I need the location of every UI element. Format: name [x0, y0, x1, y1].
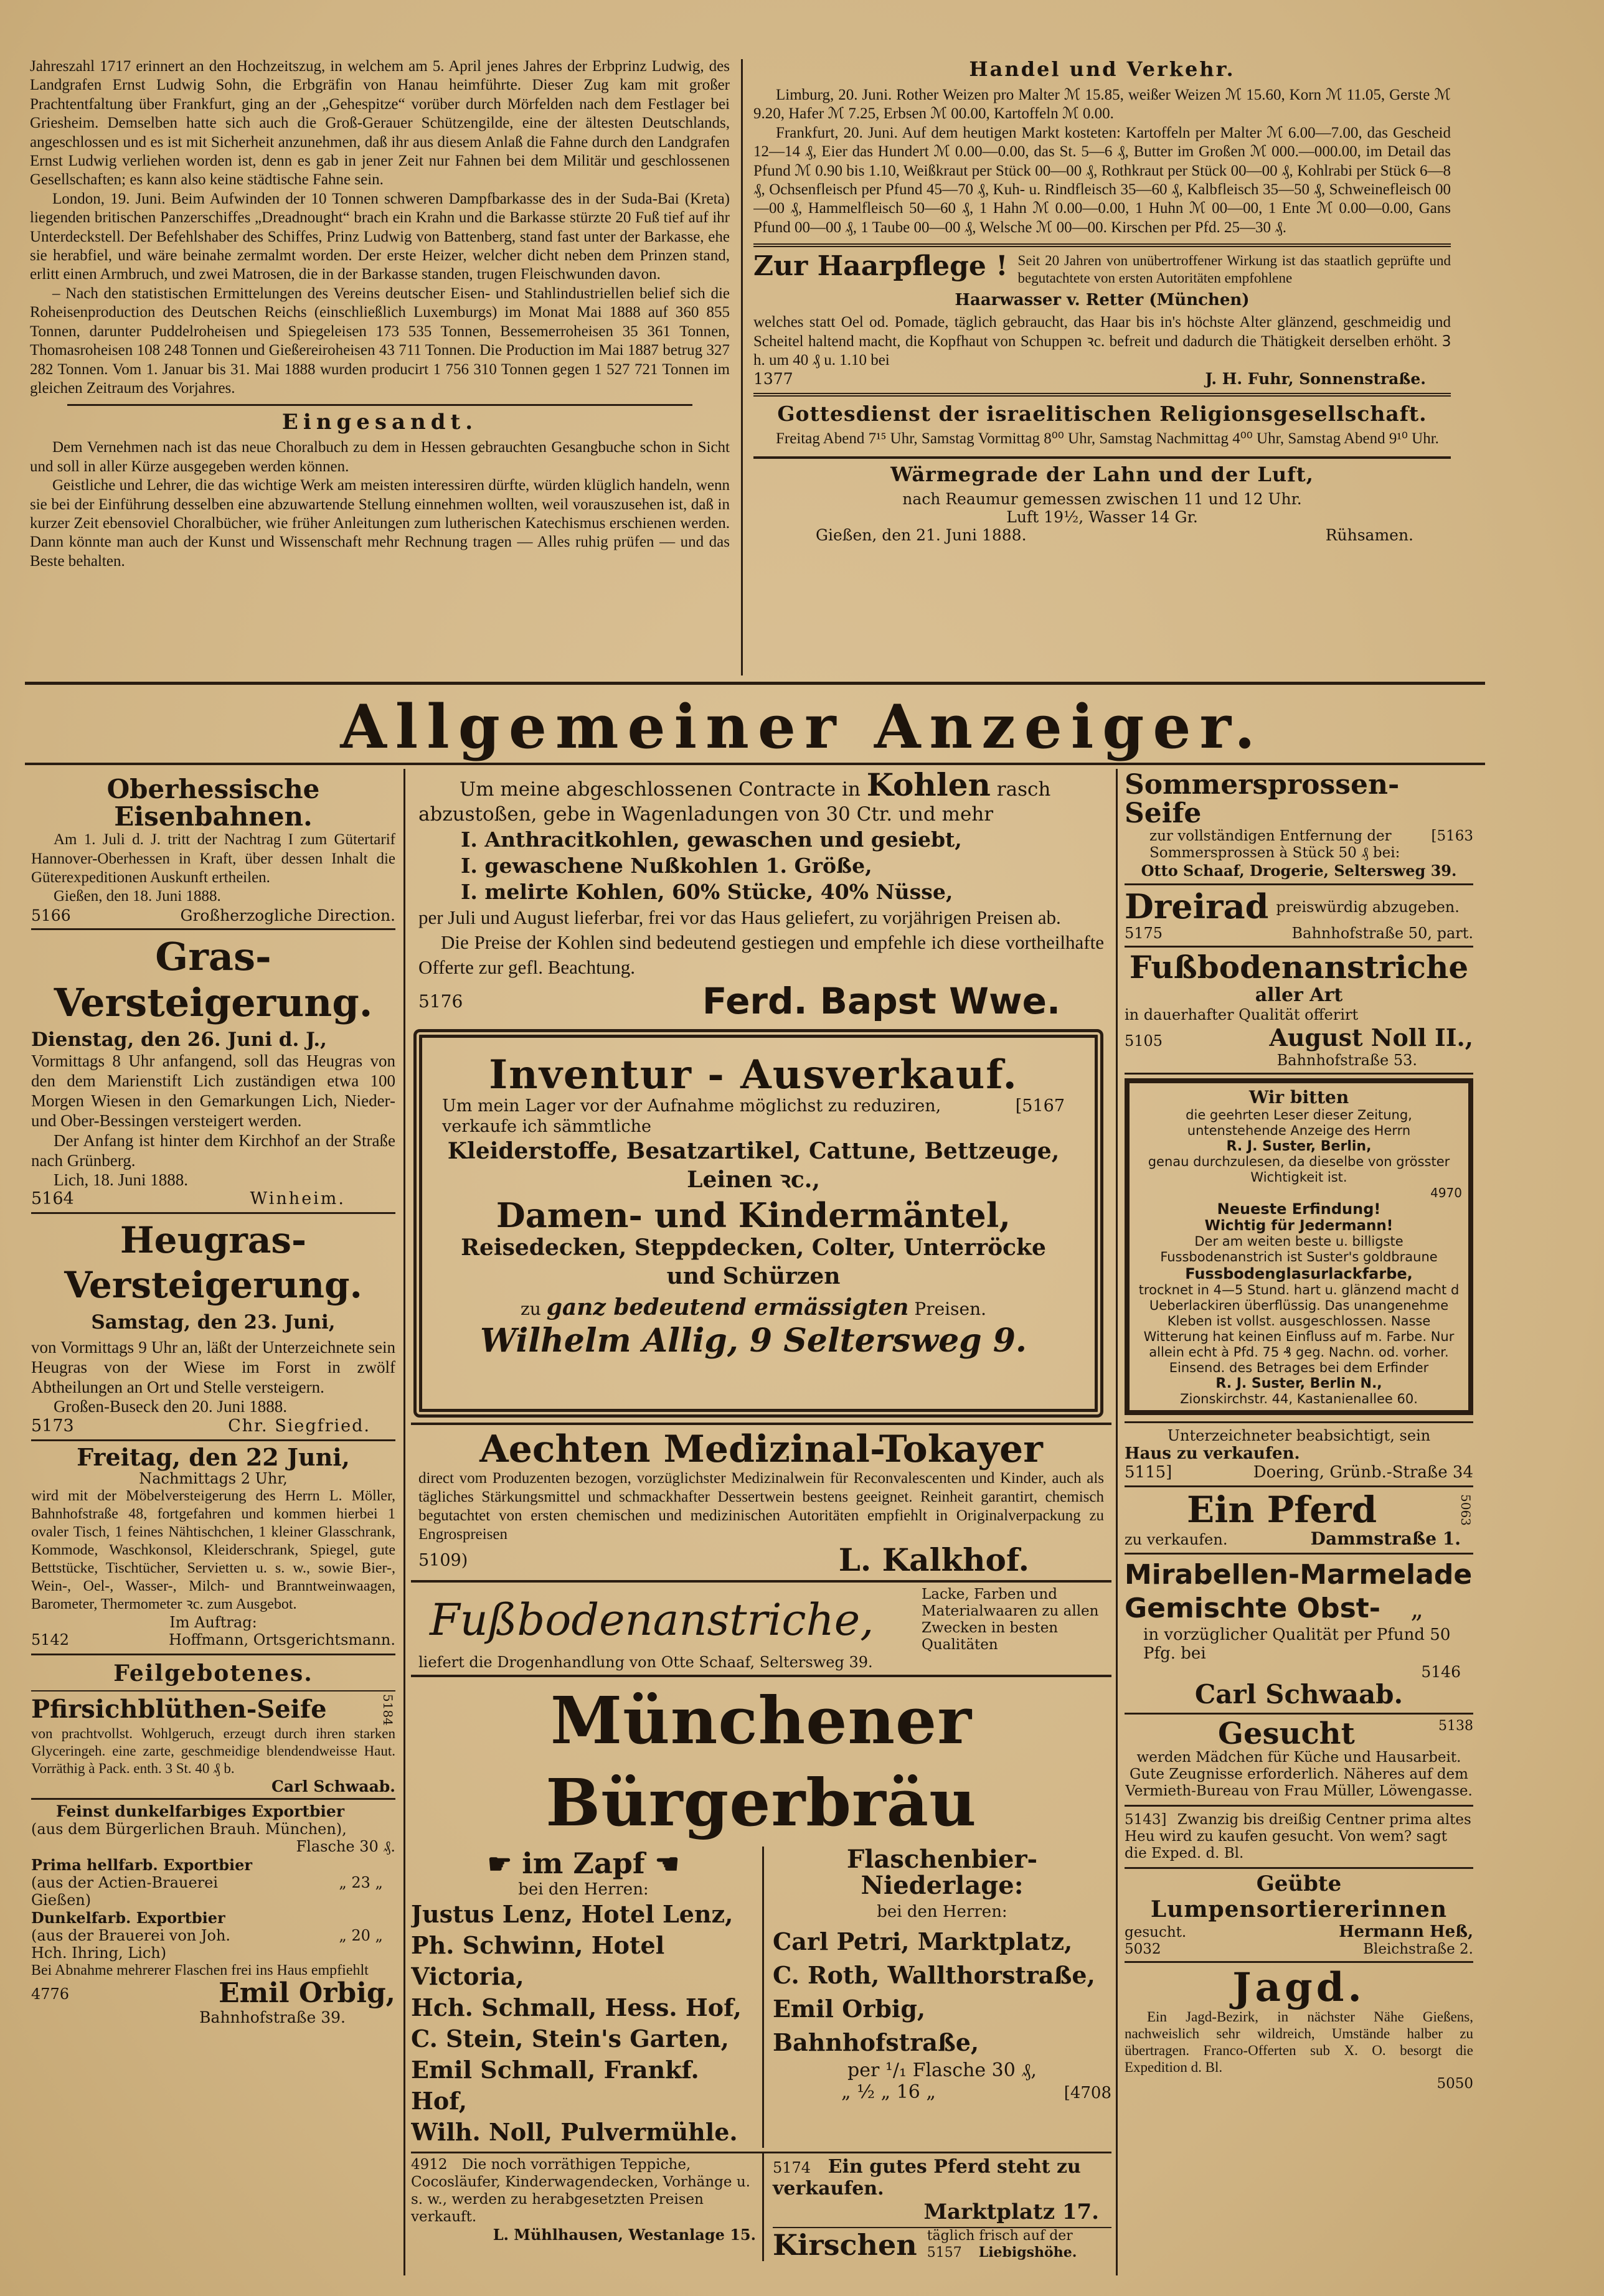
suster-text2: genau durchzulesen, da dieselbe von grösster Wichtigkeit ist.: [1148, 1154, 1450, 1185]
exportbier-item2b: (aus der Actien-Brauerei Gießen): [31, 1874, 219, 1909]
waermegrade-line1: nach Reaumur gemessen zwischen 11 und 12 Uhr.: [902, 489, 1302, 508]
gras-lead: Dienstag, den 26. Juni d. J.,: [31, 1028, 327, 1051]
eisenbahn-number: 5166: [31, 906, 71, 925]
handel-limburg: Limburg, 20. Juni. Rother Weizen pro Malter ℳ 15.85, weißer Weizen ℳ 15.60, Korn ℳ 11.05, Gerste ℳ 9.20, Hafer ℳ 7.25, Erbsen ℳ 00.00, Kartoffeln ℳ 0.00.: [753, 87, 1451, 123]
gesucht-text: werden Mädchen für Küche und Hausarbeit. Gute Zeugnisse erforderlich. Näheres auf dem Vermieth-Bureau von Frau Müller, Löwengasse.: [1125, 1749, 1473, 1799]
fussboden2-number: 5105: [1125, 1032, 1163, 1050]
eisenbahn-text: Am 1. Juli d. J. tritt der Nachtrag I zum Gütertarif Hannover-Oberhessen in Kraft, über dessen Inhalt die Güterexpeditionen Auskunft ertheilen.: [31, 831, 395, 886]
jagd-number: 5050: [1437, 2076, 1473, 2092]
pfirsich-seller: Carl Schwaab.: [271, 1777, 395, 1796]
gesucht-number: 5138: [1438, 1718, 1473, 1734]
kirschen-text: täglich frisch auf der: [927, 2228, 1073, 2244]
heugras-text: von Vormittags 9 Uhr an, läßt der Unterzeichnete sein Heugras von der Wiese im Forst in zwölf Abtheilungen an Ort und Stelle versteigern.: [31, 1338, 395, 1397]
mirabellen-title1: Mirabellen-Marmelade: [1125, 1559, 1473, 1591]
freitag-signature: Hoffmann, Ortsgerichtsmann.: [169, 1630, 395, 1649]
haarwasser-name: Haarwasser v. Retter (München): [955, 291, 1250, 310]
exportbier-note: Bei Abnahme mehrerer Flaschen frei ins Haus empfiehlt: [31, 1962, 369, 1979]
lumpen-title1: Geübte: [1256, 1871, 1342, 1896]
exportbier-price1: Flasche 30 ₰.: [296, 1838, 395, 1856]
inventur-price-pre: zu: [521, 1298, 541, 1319]
top-right-column: [753, 57, 1451, 674]
zapf-title: im Zapf: [522, 1847, 645, 1881]
haarwasser-seller: J. H. Fuhr, Sonnenstraße.: [1205, 370, 1426, 388]
inventur-price: ganz bedeutend ermässigten: [546, 1294, 909, 1320]
eingesandt-p1: Dem Vernehmen nach ist das neue Choralbuch zu dem in Hessen gebrauchten Gesangbuche schon in Sicht und soll in aller Kürze ausgegeben werden können.: [30, 439, 730, 475]
gras-date: Lich, 18. Juni 1888.: [54, 1170, 188, 1189]
zapf-item-5: Emil Schmall, Frankf. Hof,: [411, 2056, 699, 2115]
flaschenbier-item-2: C. Roth, Wallthorstraße,: [772, 1961, 1095, 1990]
heugras-number: 5173: [31, 1416, 74, 1436]
mirabellen-title2: Gemischte Obst-: [1125, 1593, 1381, 1625]
top-column-divider: [741, 59, 743, 675]
freitag-number: 5142: [31, 1630, 70, 1649]
tokayer-seller: L. Kalkhof.: [838, 1541, 1029, 1578]
left-column: [31, 772, 395, 2279]
sommersprossen-title: Sommersprossen-Seife: [1125, 771, 1400, 830]
kirschen-number: 5157: [927, 2245, 962, 2261]
eisenbahn-title: Oberhessische Eisenbahnen.: [106, 774, 320, 832]
tokayer-number: 5109): [418, 1550, 468, 1570]
fussboden2-seller: August Noll II.,: [1269, 1023, 1473, 1052]
article-roheisen: – Nach den statistischen Ermittelungen des Vereins deutscher Eisen- und Stahlindustriellen belief sich die Roheisenproduction des Deutschen Reichs (einschließlich Luxemburgs) im Monat Mai 1888 auf 360 855 Tonnen, darunter Puddelroheisen und Spiegeleisen 173 535 Tonnen, Bessemerroheisen 35 361 Tonnen, Thomasroheisen 108 248 Tonnen und Gießereiroheisen 43 711 Tonnen. Die Production im Mai 1887 betrug 327 282 Tonnen. Vom 1. Januar bis 31. Mai 1888 wurden producirt 1 756 310 Tonnen gegen 1 527 721 Tonnen im gleichen Zeitraum des Vorjahres.: [30, 285, 730, 397]
haarwasser-number: 1377: [753, 370, 793, 388]
suster-number: 4970: [1430, 1185, 1462, 1200]
kohlen-text2: Die Preise der Kohlen sind bedeutend gestiegen und empfehle ich diese vortheilhafte Offerte zur gefl. Beachtung.: [418, 931, 1104, 978]
buergerbraeu-title: Münchener Bürgerbräu: [545, 1682, 977, 1842]
heugras-date: Großen-Buseck den 20. Juni 1888.: [54, 1397, 287, 1416]
haus-text: Unterzeichneter beabsichtigt, sein: [1167, 1426, 1431, 1444]
lumpen-number: 5032: [1125, 1941, 1161, 1957]
waermegrade-heading: Wärmegrade der Lahn und der Luft,: [890, 462, 1314, 486]
kohlen-item2: I. gewaschene Nußkohlen 1. Größe,: [461, 854, 872, 878]
eingesandt-heading: Eingesandt.: [281, 410, 478, 435]
mirabellen-number: 5146: [1421, 1663, 1461, 1682]
fussboden-line: liefert die Drogenhandlung von Otte Schaaf, Seltersweg 39.: [418, 1654, 873, 1672]
heugras-signature: Chr. Siegfried.: [228, 1416, 370, 1436]
fussboden-script-title: Fußbodenanstriche,: [430, 1594, 874, 1646]
dreirad-number: 5175: [1125, 925, 1163, 943]
zapf-subtitle: bei den Herren:: [518, 1880, 649, 1899]
haarwasser-text: welches statt Oel od. Pomade, täglich gebraucht, das Haar bis in's höchste Alter glänzend, geschmeidig und Scheitel haltend macht, die Kopfhaut von Schuppen ꝛc. befreit und dadurch die Thätigkeit derselben erhöht. Ꝫ h. um 40 ₰ u. 1.10 bei: [753, 314, 1451, 369]
inventur-title: Inventur - Ausverkauf.: [489, 1051, 1018, 1098]
zapf-item-1: Justus Lenz, Hotel Lenz,: [411, 1900, 734, 1929]
gras-text2: Der Anfang ist hinter dem Kirchhof an der Straße nach Grünberg.: [31, 1131, 395, 1170]
fussboden2-address: Bahnhofstraße 53.: [1276, 1051, 1417, 1069]
suster-text4: trocknet in 4—5 Stund. hart u. glänzend macht d Ueberlackiren überflüssig. Das unangenehme Kleben ist vollst. ausgeschlossen. Nasse Witterung hat keinen Einfluss auf m. Farbe. Nur allein echt à Pfd. 75 ₰ geg. Nachn. od. vorher. Einsend. des Betrages bei dem Erfinder: [1138, 1282, 1460, 1375]
suster-wichtig: Wichtig für Jedermann!: [1204, 1217, 1394, 1234]
kohlen-text: per Juli und August lieferbar, frei vor das Haus geliefert, zu vorjährigen Preisen ab.: [418, 906, 1061, 928]
right-column: [1125, 771, 1473, 2280]
zapf-item-4: C. Stein, Stein's Garten,: [411, 2025, 729, 2053]
flaschenbier-item-1: Carl Petri, Marktplatz,: [772, 1927, 1073, 1956]
suster-seller: R. J. Suster, Berlin N.,: [1215, 1375, 1382, 1391]
inventur-maentel: Damen- und Kindermäntel,: [496, 1195, 1011, 1236]
exportbier-number: 4776: [31, 1985, 70, 2003]
masthead-rule-bottom: [25, 763, 1485, 765]
exportbier-price2: „ 23 „: [339, 1874, 383, 1892]
flaschenbier-price2: „ ½ „ 16 „: [841, 2081, 936, 2104]
lumpen-seller: Hermann Heß,: [1339, 1922, 1473, 1941]
jagd-title: Jagd.: [1232, 1964, 1366, 2011]
flaschenbier-subtitle: bei den Herren:: [877, 1903, 1007, 1922]
waermegrade-name: Rühsamen.: [1325, 525, 1413, 544]
pferd2-text: zu verkaufen.: [1125, 1531, 1228, 1549]
pfirsich-title: Pfirsichblüthen-Seife: [31, 1694, 327, 1724]
pferd2-title: Ein Pferd: [1187, 1488, 1377, 1531]
top-left-column: [30, 57, 730, 670]
suster-text1: die geehrten Leser dieser Zeitung, untenstehende Anzeige des Herrn: [1186, 1107, 1412, 1138]
suster-new: Neueste Erfindung!: [1217, 1200, 1381, 1218]
teppich-number: 4912: [411, 2157, 448, 2173]
sommersprossen-number: [5163: [1431, 828, 1473, 845]
haus-bold: Haus zu verkaufen.: [1125, 1444, 1300, 1463]
gesucht-title: Gesucht: [1218, 1716, 1355, 1751]
pointing-hand-left-icon: ☚: [654, 1848, 680, 1881]
kohlen-intro2: rasch abzustoßen, gebe in Wagenladungen von 30 Ctr. und mehr: [418, 778, 1051, 826]
mirabellen-quote: „: [1410, 1595, 1423, 1624]
gras-text: Vormittags 8 Uhr anfangend, soll das Heugras von den dem Marienstift Lich zuständigen etwa 100 Morgen Wiesen in den Gemarkungen Lich, Nieder- und Ober-Bessingen versteigert werden.: [31, 1051, 395, 1130]
pferd-address: Marktplatz 17.: [923, 2200, 1099, 2225]
suster-product: Fussbodenglasurlackfarbe,: [1185, 1264, 1413, 1282]
article-london: London, 19. Juni. Beim Aufwinden der 10 Tonnen schweren Dampfbarkasse des in der Suda-Bai (Kreta) liegenden britischen Panzerschiffes „Dreadnought“ brach ein Krahn und die Barkasse stürzte 20 Fuß tief auf ihr Unterdeckstell. Der Befehlshaber des Schiffes, Prinz Ludwig von Battenberg, stand fast unter der Barkasse, ehe sie herabfiel, und wäre beinahe zermalmt worden. Der erste Heizer, welcher dicht neben dem Prinzen stand, erlitt einen Armbruch, und zwei Matrosen, die in der Barkasse standen, trugen Fleischwunden davon.: [30, 190, 730, 283]
suster-address: Zionskirchstr. 44, Kastanienallee 60.: [1180, 1391, 1418, 1406]
article-hochzeitszug: Jahreszahl 1717 erinnert an den Hochzeitszug, in welchem am 5. April jenes Jahres der Erbprinz Ludwig, des Landgrafen Ernst Ludwig Sohn, die Erbgräfin von Hanau heimführte. Dieser Zug kam mit großer Prachtentfaltung über Frankfurt, ging an der „Gehespitze“ vorüber durch Mörfelden nach dem Festlager bei Griesheim. Demselben hatte sich auch die Groß-Gerauer Schützengilde, eine der ältesten Deutschlands, angeschlossen und es ist mit Sicherheit anzunehmen, daß ihr aus diesem Anlaß die Fahne durch den Landgrafen Ernst Ludwig verliehen worden ist, denn es gab in jener Zeit nur Fahnen bei dem Militär und geschlossenen Gesellschaften; es kann also keine städtische Fahne sein.: [30, 58, 730, 189]
pfirsich-text: von prachtvollst. Wohlgeruch, erzeugt durch ihren starken Glyceringeh. eine zarte, geschmeidige blendendweisse Haut. Vorräthig à Pack. enth. 3 St. 40 ₰ b.: [31, 1726, 395, 1777]
teppich-seller: L. Mühlhausen, Westanlage 15.: [493, 2226, 756, 2244]
mirabellen-text: in vorzüglicher Qualität per Pfund 50 Pfg. bei: [1143, 1626, 1451, 1663]
freitag-title: Freitag, den 22 Juni,: [77, 1442, 350, 1471]
gottesdienst-text: Freitag Abend 7¹⁵ Uhr, Samstag Vormittag 8⁰⁰ Uhr, Samstag Nachmittag 4⁰⁰ Uhr, Samstag Abend 9¹⁰ Uhr.: [776, 430, 1439, 448]
kohlen-word: Kohlen: [866, 769, 991, 803]
exportbier-item3b: (aus der Brauerei von Joh. Hch. Ihring, Lich): [31, 1927, 231, 1962]
eisenbahn-signature: Großherzogliche Direction.: [180, 906, 395, 925]
exportbier-seller: Emil Orbig,: [219, 1977, 395, 2010]
jagd-text: Ein Jagd-Bezirk, in nächster Nähe Gießens, nachweislich sehr wildreich, Umstände halber zu übertragen. Franco-Offerten sub X. O. besorgt die Expedition d. Bl.: [1125, 2009, 1473, 2076]
left-column-divider: [403, 769, 405, 2275]
inventur-price-post: Preisen.: [914, 1298, 986, 1319]
lumpen-title2: Lumpensortiererinnen: [1150, 1896, 1448, 1922]
heugras-title: Heugras-Versteigerung.: [64, 1219, 362, 1307]
heu2-number: 5143]: [1125, 1811, 1167, 1828]
suster-box: [1125, 1078, 1473, 1415]
gras-title: Gras-Versteigerung.: [54, 933, 373, 1025]
kohlen-number: 5176: [418, 990, 463, 1012]
flaschenbier-title: Flaschenbier-Niederlage:: [846, 1845, 1038, 1901]
flaschenbier-price1: per ¹/₁ Flasche 30 ₰,: [847, 2059, 1037, 2082]
handel-heading: Handel und Verkehr.: [969, 57, 1235, 81]
dreirad-text: preiswürdig abzugeben.: [1276, 898, 1460, 916]
inventur-items2: Reisedecken, Steppdecken, Colter, Unterröcke und Schürzen: [461, 1234, 1046, 1289]
kohlen-item3: I. melirte Kohlen, 60% Stücke, 40% Nüsse,: [461, 880, 953, 904]
waermegrade-date: Gießen, den 21. Juni 1888.: [816, 525, 1027, 544]
zapf-item-2: Ph. Schwinn, Hotel Victoria,: [411, 1931, 665, 1991]
sommersprossen-text: zur vollständigen Entfernung der Sommersprossen à Stück 50 ₰ bei:: [1149, 828, 1400, 862]
suster-name: R. J. Suster, Berlin,: [1226, 1138, 1372, 1154]
pferd2-number: 5063: [1458, 1494, 1473, 1526]
gras-number: 5164: [31, 1189, 74, 1209]
exportbier-item3: Dunkelfarb. Exportbier: [31, 1909, 225, 1927]
eingesandt-p2: Geistliche und Lehrer, die das wichtige Werk am meisten interessiren dürfte, würden klüglich handeln, wenn sie bei der Einführung desselben eine abzuwartende Stellung einnehmen wollten, weil vorauszusehen ist, daß in kurzer Zeit ebensoviel Choralbücher, wie früher Anleitungen zum lutherischen Katechismus erschienen werden. Dann könnte man auch der Kunst und Wissenschaft mehr Rechnung tragen — Alles ruhig prüfen — und das Beste behalten.: [30, 477, 730, 570]
haarpflege-side: Seit 20 Jahren von unübertroffener Wirkung ist das staatlich geprüfte und begutachtete von ersten Autoritäten empfohlene: [1017, 253, 1451, 286]
waermegrade-line2: Luft 19½, Wasser 14 Gr.: [1006, 507, 1198, 526]
exportbier-address: Bahnhofstraße 39.: [199, 2008, 346, 2026]
kohlen-seller: Ferd. Bapst Wwe.: [702, 980, 1060, 1022]
gras-signature: Winheim.: [250, 1189, 346, 1209]
lumpen-gesucht: gesucht.: [1125, 1924, 1187, 1941]
zapf-item-3: Hch. Schmall, Hess. Hof,: [411, 1993, 742, 2022]
eisenbahn-date: Gießen, den 18. Juni 1888.: [54, 888, 221, 905]
freitag-auftrag: Im Auftrag:: [169, 1613, 257, 1631]
exportbier-title: Feinst dunkelfarbiges Exportbier: [56, 1802, 345, 1821]
kirschen-title: Kirschen: [772, 2228, 917, 2262]
kirschen-address: Liebigshöhe.: [978, 2244, 1077, 2261]
dreirad-address: Bahnhofstraße 50, part.: [1291, 925, 1473, 943]
inventur-text: Um mein Lager vor der Aufnahme möglichst zu reduziren, verkaufe ich sämmtliche: [442, 1096, 941, 1137]
haarpflege-title: Zur Haarpflege !: [753, 250, 1008, 283]
fussboden2-sub: aller Art: [1255, 984, 1343, 1006]
suster-heading: Wir bitten: [1248, 1086, 1349, 1108]
pointing-hand-right-icon: ☛: [487, 1848, 512, 1881]
freitag-text: wird mit der Möbelversteigerung des Herrn L. Möller, Bahnhofstraße 48, fortgefahren und kommen hierbei 1 ovaler Tisch, 1 feines Nähtischchen, 1 kleiner Glasschrank, Kommode, Waschkonsol, Kleiderschrank, Spiegel, gute Bettstücke, Tischtücher, Servietten u. s. w., sowie Bier-, Wein-, Oel-, Wasser-, Milch- und Branntweinwaagen, Barometer, Thermometer ꝛc. zum Ausgebot.: [31, 1487, 395, 1612]
exportbier-price3: „ 20 „: [339, 1927, 383, 1945]
masthead-title: Allgemeiner Anzeiger.: [340, 692, 1264, 762]
masthead-rule-top: [25, 682, 1485, 685]
dreirad-title: Dreirad: [1125, 887, 1269, 927]
tokayer-title: Aechten Medizinal-Tokayer: [479, 1427, 1043, 1471]
tokayer-text: direct vom Produzenten bezogen, vorzüglichster Medizinalwein für Reconvalescenten und Kinder, auch als tägliches Stärkungsmittel und schmackhafter Dessertwein bestens geeignet. Reinheit garantirt, chemisch begutachtet von ersten chemischen und medizinischen Autoritäten empfiehlt in Originalverpackung zu Engrospreisen: [418, 1469, 1104, 1543]
flaschenbier-number: [4708: [1064, 2084, 1111, 2103]
pferd2-address: Dammstraße 1.: [1310, 1528, 1461, 1550]
kohlen-item1: I. Anthracitkohlen, gewaschen und gesiebt,: [461, 827, 962, 852]
haus-number: 5115]: [1125, 1462, 1172, 1482]
exportbier-item2: Prima hellfarb. Exportbier: [31, 1856, 253, 1875]
haus-seller: Doering, Grünb.-Straße 34: [1253, 1462, 1473, 1482]
inventur-items: Kleiderstoffe, Besatzartikel, Cattune, Bettzeuge, Leinen ꝛc.,: [447, 1138, 1060, 1193]
fussboden-side: Lacke, Farben und Materialwaaren zu allen Zwecken in besten Qualitäten: [922, 1586, 1099, 1654]
middle-column: [411, 769, 1111, 2282]
inventur-number: [5167: [1015, 1096, 1065, 1116]
mirabellen-seller: Carl Schwaab.: [1194, 1679, 1404, 1710]
flaschenbier-item-3: Emil Orbig, Bahnhofstraße,: [772, 1995, 979, 2057]
heu2-text: Zwanzig bis dreißig Centner prima altes Heu wird zu kaufen gesucht. Von wem? sagt die Exped. d. Bl.: [1125, 1811, 1471, 1861]
handel-frankfurt: Frankfurt, 20. Juni. Auf dem heutigen Markt kosteten: Kartoffeln per Malter ℳ 6.00—7.00, das Gescheid 12—14 ₰, Eier das Hundert ℳ 0.00—0.00, das St. 5—6 ₰, Butter im Großen ℳ 000.—000.00, im Detail das Pfund ℳ 0.90 bis 1.10, Weißkraut per Stück 00—00 ₰, Rothkraut per Stück 00—00 ₰, Kohlrabi per Stück 6—8 ₰, Ochsenfleisch per Pfund 45—70 ₰, Kuh- u. Rindfleisch 35—60 ₰, Kalbfleisch 35—50 ₰, Schweinefleisch 00—00 ₰, Hammelfleisch 50—60 ₰, 1 Hahn ℳ 0.00—0.00, 1 Huhn ℳ 00—00, 1 Ente ℳ 0.00—0.00, Gans Pfund 00—00 ₰, 1 Taube 00—00 ₰, Welsche ℳ 00—00. Kirschen per Pfd. 25—30 ₰.: [753, 124, 1451, 236]
pferd-text: Ein gutes Pferd steht zu verkaufen.: [772, 2156, 1081, 2200]
suster-text3: Der am weiten beste u. billigste Fussbodenanstrich ist Suster's goldbraune: [1160, 1233, 1438, 1264]
exportbier-sub: (aus dem Bürgerlichen Brauh. München),: [31, 1820, 347, 1838]
right-column-divider: [1116, 769, 1118, 2275]
sommersprossen-seller: Otto Schaaf, Drogerie, Seltersweg 39.: [1141, 862, 1457, 880]
fussboden2-title: Fußbodenanstriche: [1129, 949, 1469, 986]
teppich-text: Die noch vorräthigen Teppiche, Cocosläufer, Kinderwagendecken, Vorhänge u. s. w., werden zu herabgesetzten Preisen verkauft.: [411, 2157, 750, 2226]
lumpen-address: Bleichstraße 2.: [1363, 1941, 1473, 1957]
kohlen-intro: Um meine abgeschlossenen Contracte in: [460, 778, 861, 801]
zapf-item-6: Wilh. Noll, Pulvermühle.: [411, 2118, 738, 2147]
pfirsich-number: 5184: [380, 1693, 395, 1726]
freitag-time: Nachmittags 2 Uhr,: [139, 1469, 288, 1487]
gottesdienst-heading: Gottesdienst der israelitischen Religionsgesellschaft.: [777, 402, 1427, 426]
fussboden2-text: in dauerhafter Qualität offerirt: [1125, 1005, 1359, 1023]
heugras-lead: Samstag, den 23. Juni,: [91, 1311, 336, 1334]
feilgebotenes-heading: Feilgebotenes.: [113, 1660, 313, 1687]
inventur-seller: Wilhelm Allig, 9 Seltersweg 9.: [480, 1321, 1027, 1360]
pferd-number: 5174: [772, 2159, 811, 2177]
